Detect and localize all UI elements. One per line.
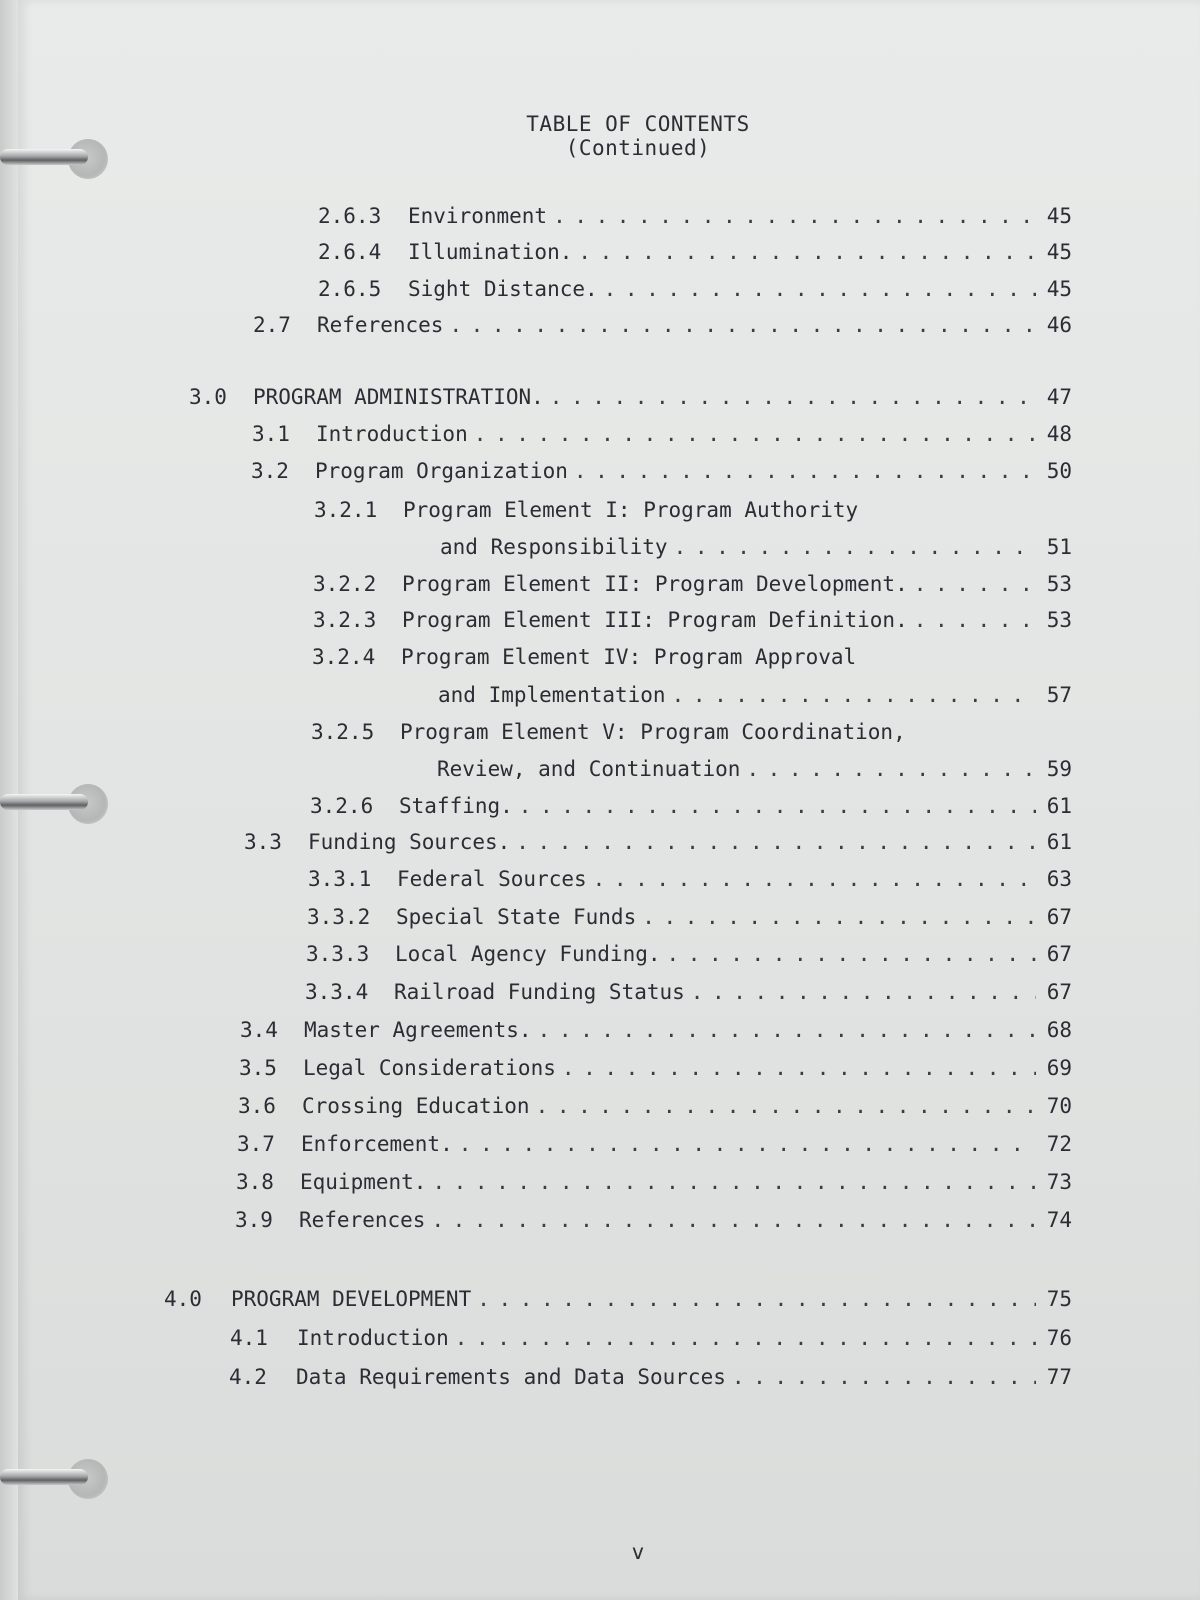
page-number: 61 bbox=[1046, 794, 1072, 818]
leader-dots bbox=[474, 422, 1036, 446]
leader-dots bbox=[431, 1208, 1036, 1232]
page-number: 47 bbox=[1046, 385, 1072, 409]
section-title: Environment bbox=[408, 204, 548, 228]
page-number: 45 bbox=[1046, 204, 1072, 228]
page-number: 59 bbox=[1046, 757, 1072, 781]
section-title: Program Element IV: Program Approval bbox=[401, 645, 857, 669]
toc-entry bbox=[239, 1056, 1072, 1086]
section-number: 3.2.3 bbox=[313, 608, 377, 632]
section-title: PROGRAM DEVELOPMENT bbox=[231, 1287, 472, 1311]
section-number: 3.3 bbox=[244, 830, 282, 854]
page-footer-number: v bbox=[631, 1540, 645, 1564]
section-title: Funding Sources. bbox=[308, 830, 511, 854]
section-title: References bbox=[317, 313, 444, 337]
leader-dots bbox=[574, 459, 1036, 483]
page-number: 45 bbox=[1046, 240, 1072, 264]
leader-dots bbox=[593, 867, 1036, 891]
section-number: 3.6 bbox=[238, 1094, 276, 1118]
page-number: 51 bbox=[1046, 535, 1072, 559]
section-number: 4.2 bbox=[229, 1365, 267, 1389]
toc-entry-continuation bbox=[438, 683, 1072, 713]
leader-dots bbox=[578, 240, 1036, 264]
section-number: 3.8 bbox=[236, 1170, 274, 1194]
leader-dots bbox=[432, 1170, 1036, 1194]
page-number: 76 bbox=[1046, 1326, 1072, 1350]
toc-entry bbox=[235, 1208, 1072, 1238]
toc-title: TABLE OF CONTENTS bbox=[526, 112, 750, 136]
toc-entry bbox=[244, 830, 1072, 860]
section-title: Special State Funds bbox=[396, 905, 637, 929]
section-number: 3.2.1 bbox=[314, 498, 378, 522]
leader-dots bbox=[914, 572, 1036, 596]
page-number: 67 bbox=[1046, 905, 1072, 929]
toc-entry bbox=[237, 1132, 1072, 1162]
leader-dots bbox=[674, 535, 1036, 559]
section-title: Program Element I: Program Authority bbox=[403, 498, 859, 522]
page-number: 48 bbox=[1046, 422, 1072, 446]
page-number: 67 bbox=[1046, 980, 1072, 1004]
leader-dots bbox=[477, 1287, 1036, 1311]
section-number: 4.1 bbox=[230, 1326, 268, 1350]
toc-entry bbox=[189, 385, 1072, 415]
section-title: Sight Distance. bbox=[408, 277, 598, 301]
toc-entry bbox=[314, 498, 858, 522]
page-number: 45 bbox=[1046, 277, 1072, 301]
section-number: 3.3.1 bbox=[308, 867, 372, 891]
section-number: 3.9 bbox=[235, 1208, 273, 1232]
section-number: 4.0 bbox=[164, 1287, 202, 1311]
toc-entry bbox=[236, 1170, 1072, 1200]
section-number: 2.6.3 bbox=[318, 204, 382, 228]
section-number: 3.2 bbox=[251, 459, 289, 483]
binder-ring-middle bbox=[0, 780, 92, 826]
section-title: Railroad Funding Status bbox=[394, 980, 685, 1004]
page-number: 50 bbox=[1046, 459, 1072, 483]
page-number: 68 bbox=[1046, 1018, 1072, 1042]
leader-dots bbox=[746, 757, 1036, 781]
section-title-continued: and Implementation bbox=[438, 683, 666, 707]
section-title: Program Element V: Program Coordination, bbox=[400, 720, 906, 744]
section-title: Illumination. bbox=[408, 240, 573, 264]
section-title: PROGRAM ADMINISTRATION. bbox=[253, 385, 544, 409]
leader-dots bbox=[538, 1018, 1036, 1042]
leader-dots bbox=[519, 794, 1036, 818]
leader-dots bbox=[914, 608, 1036, 632]
section-number: 3.2.4 bbox=[312, 645, 376, 669]
section-number: 3.3.2 bbox=[307, 905, 371, 929]
page-number: 75 bbox=[1046, 1287, 1072, 1311]
toc-entry bbox=[308, 867, 1072, 897]
toc-entry bbox=[311, 720, 906, 744]
leader-dots bbox=[536, 1094, 1036, 1118]
toc-entry bbox=[252, 422, 1072, 452]
toc-entry bbox=[313, 572, 1072, 602]
page-number: 67 bbox=[1046, 942, 1072, 966]
section-title-continued: Review, and Continuation bbox=[437, 757, 741, 781]
leader-dots bbox=[562, 1056, 1036, 1080]
section-number: 3.3.3 bbox=[306, 942, 370, 966]
toc-entry bbox=[313, 608, 1072, 638]
section-title: Enforcement. bbox=[301, 1132, 453, 1156]
leader-dots bbox=[672, 683, 1036, 707]
toc-entry bbox=[318, 204, 1072, 234]
section-title-continued: and Responsibility bbox=[440, 535, 668, 559]
section-title: Program Element II: Program Development. bbox=[402, 572, 908, 596]
section-title: Equipment. bbox=[300, 1170, 427, 1194]
toc-entry bbox=[229, 1365, 1072, 1395]
leader-dots bbox=[459, 1132, 1036, 1156]
leader-dots bbox=[604, 277, 1036, 301]
leader-dots bbox=[516, 830, 1036, 854]
section-title: Legal Considerations bbox=[303, 1056, 556, 1080]
leader-dots bbox=[642, 905, 1036, 929]
page-number: 61 bbox=[1046, 830, 1072, 854]
section-title: References bbox=[299, 1208, 426, 1232]
page-number: 74 bbox=[1046, 1208, 1072, 1232]
section-number: 3.1 bbox=[252, 422, 290, 446]
toc-entry-continuation bbox=[437, 757, 1072, 787]
section-number: 2.6.4 bbox=[318, 240, 382, 264]
section-title: Program Organization bbox=[315, 459, 568, 483]
section-number: 2.6.5 bbox=[318, 277, 382, 301]
leader-dots bbox=[691, 980, 1036, 1004]
page-number: 73 bbox=[1046, 1170, 1072, 1194]
toc-subtitle: (Continued) bbox=[565, 136, 711, 160]
section-title: Staffing. bbox=[399, 794, 513, 818]
section-number: 2.7 bbox=[253, 313, 291, 337]
page-number: 69 bbox=[1046, 1056, 1072, 1080]
section-number: 3.2.2 bbox=[313, 572, 377, 596]
toc-entry-continuation bbox=[440, 535, 1072, 565]
leader-dots bbox=[449, 313, 1036, 337]
toc-entry bbox=[164, 1287, 1072, 1317]
section-number: 3.3.4 bbox=[305, 980, 369, 1004]
toc-entry bbox=[307, 905, 1072, 935]
section-title: Local Agency Funding. bbox=[395, 942, 661, 966]
page-number: 53 bbox=[1046, 572, 1072, 596]
section-title: Crossing Education bbox=[302, 1094, 530, 1118]
page-number: 77 bbox=[1046, 1365, 1072, 1389]
section-number: 3.2.6 bbox=[310, 794, 374, 818]
section-title: Federal Sources bbox=[397, 867, 587, 891]
leader-dots bbox=[553, 204, 1036, 228]
leader-dots bbox=[455, 1326, 1036, 1350]
toc-entry bbox=[240, 1018, 1072, 1048]
leader-dots bbox=[732, 1365, 1036, 1389]
section-title: Introduction bbox=[316, 422, 468, 446]
toc-entry bbox=[312, 645, 856, 669]
leader-dots bbox=[550, 385, 1036, 409]
toc-entry bbox=[238, 1094, 1072, 1124]
leader-dots bbox=[667, 942, 1036, 966]
page-number: 46 bbox=[1046, 313, 1072, 337]
binder-ring-bottom bbox=[0, 1455, 92, 1501]
toc-entry bbox=[318, 277, 1072, 307]
section-number: 3.7 bbox=[237, 1132, 275, 1156]
section-number: 3.4 bbox=[240, 1018, 278, 1042]
section-title: Master Agreements. bbox=[304, 1018, 532, 1042]
toc-entry bbox=[253, 313, 1072, 343]
page-number: 63 bbox=[1046, 867, 1072, 891]
toc-entry bbox=[306, 942, 1072, 972]
toc-entry bbox=[251, 459, 1072, 489]
toc-entry bbox=[230, 1326, 1072, 1356]
page-number: 57 bbox=[1046, 683, 1072, 707]
toc-entry bbox=[305, 980, 1072, 1010]
section-number: 3.2.5 bbox=[311, 720, 375, 744]
section-title: Program Element III: Program Definition. bbox=[402, 608, 908, 632]
page-number: 53 bbox=[1046, 608, 1072, 632]
toc-entry bbox=[310, 794, 1072, 824]
section-title: Introduction bbox=[297, 1326, 449, 1350]
section-title: Data Requirements and Data Sources bbox=[296, 1365, 726, 1389]
page-number: 70 bbox=[1046, 1094, 1072, 1118]
section-number: 3.5 bbox=[239, 1056, 277, 1080]
toc-entry bbox=[318, 240, 1072, 270]
page-number: 72 bbox=[1046, 1132, 1072, 1156]
section-number: 3.0 bbox=[189, 385, 227, 409]
